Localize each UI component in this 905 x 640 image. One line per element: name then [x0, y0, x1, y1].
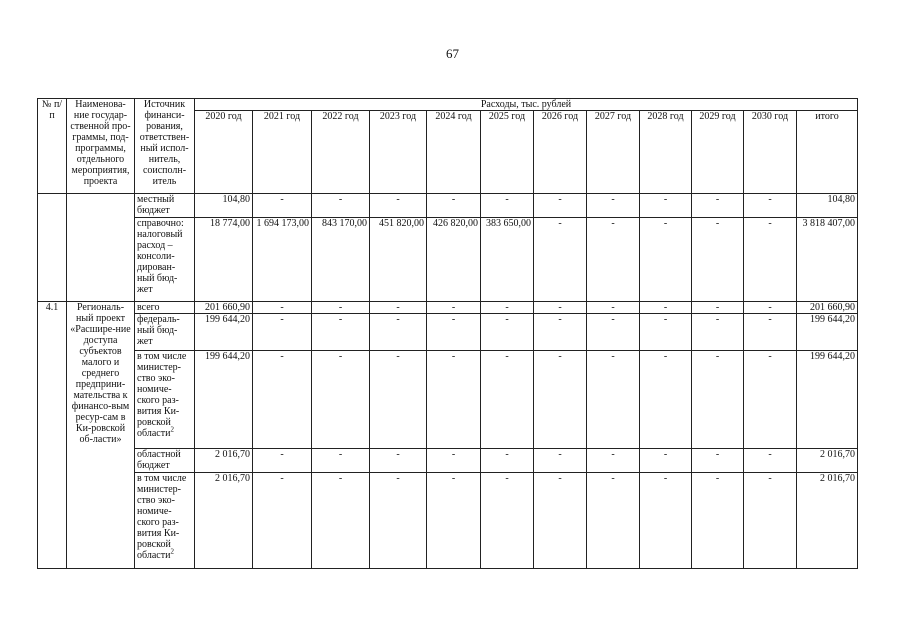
cell-value: - — [640, 449, 692, 473]
cell-value: - — [427, 473, 481, 569]
cell-value: 2 016,70 — [195, 449, 253, 473]
cell-value: - — [534, 194, 587, 218]
cell-value: - — [253, 351, 312, 449]
cell-total: 3 818 407,00 — [797, 218, 858, 302]
cell-value: - — [534, 302, 587, 314]
cell-value: - — [744, 449, 797, 473]
header-name: Наименова-ние государ-ственной про-граммы, под-программы, отдельного мероприятия, проекта — [67, 99, 135, 194]
table-row — [38, 351, 858, 449]
cell-source — [135, 218, 195, 302]
cell-value: - — [587, 473, 640, 569]
cell-value: - — [253, 194, 312, 218]
source-text: местный бюджет — [137, 194, 175, 216]
header-year: 2023 год — [370, 111, 427, 194]
cell-value: - — [744, 218, 797, 302]
table-row — [38, 473, 858, 569]
cell-value: - — [481, 194, 534, 218]
cell-value: - — [744, 314, 797, 351]
cell-value: - — [587, 302, 640, 314]
cell-value: - — [744, 473, 797, 569]
header-year: 2027 год — [587, 111, 640, 194]
cell-value: - — [427, 449, 481, 473]
footnote-marker: 2 — [170, 547, 174, 556]
cell-value: - — [534, 218, 587, 302]
table-row — [38, 218, 858, 302]
cell-value: - — [534, 351, 587, 449]
cell-value: - — [427, 302, 481, 314]
source-text: федераль-ный бюд-жет — [137, 314, 180, 347]
cell-source — [135, 351, 195, 449]
header-num: № п/п — [38, 99, 67, 194]
cell-value: - — [692, 449, 744, 473]
cell-value: - — [692, 194, 744, 218]
cell-source — [135, 473, 195, 569]
cell-value: - — [312, 194, 370, 218]
cell-value: 199 644,20 — [195, 314, 253, 351]
cell-value: - — [534, 449, 587, 473]
cell-value: - — [587, 351, 640, 449]
footnote-marker: 2 — [170, 425, 174, 434]
cell-value: - — [587, 449, 640, 473]
cell-value: - — [312, 302, 370, 314]
cell-value: - — [481, 473, 534, 569]
cell-value: - — [370, 314, 427, 351]
cell-source — [135, 449, 195, 473]
cell-total: 2 016,70 — [797, 473, 858, 569]
source-text: всего — [137, 302, 160, 313]
header-year: 2025 год — [481, 111, 534, 194]
cell-value: - — [312, 314, 370, 351]
cell-source — [135, 302, 195, 314]
cell-value: 426 820,00 — [427, 218, 481, 302]
source-text: в том числе министер-ство эко-номиче-ского раз-вития Ки-ровской области — [137, 473, 187, 561]
header-year: 2028 год — [640, 111, 692, 194]
cell-total: 201 660,90 — [797, 302, 858, 314]
cell-value: 2 016,70 — [195, 473, 253, 569]
cell-value: 383 650,00 — [481, 218, 534, 302]
cell-value: - — [587, 314, 640, 351]
table-row — [38, 194, 858, 218]
cell-value: - — [534, 473, 587, 569]
cell-value: - — [481, 449, 534, 473]
cell-num: 4.1 — [38, 302, 67, 569]
source-text: областной бюджет — [137, 449, 181, 471]
header-expenses: Расходы, тыс. рублей — [195, 99, 858, 111]
cell-value: - — [253, 473, 312, 569]
cell-value: - — [692, 314, 744, 351]
cell-total: 199 644,20 — [797, 351, 858, 449]
cell-value: - — [481, 351, 534, 449]
header-year: 2026 год — [534, 111, 587, 194]
header-year: 2021 год — [253, 111, 312, 194]
cell-value: - — [640, 218, 692, 302]
cell-value: - — [253, 302, 312, 314]
cell-value: - — [427, 194, 481, 218]
cell-num — [38, 194, 67, 302]
cell-value: - — [640, 351, 692, 449]
cell-value: - — [692, 302, 744, 314]
cell-value: - — [312, 473, 370, 569]
cell-value: - — [744, 194, 797, 218]
table-row — [38, 302, 858, 314]
cell-value: - — [640, 314, 692, 351]
cell-value: - — [587, 218, 640, 302]
cell-value: 201 660,90 — [195, 302, 253, 314]
cell-value: - — [370, 194, 427, 218]
page-number: 67 — [446, 46, 459, 61]
header-year: 2022 год — [312, 111, 370, 194]
cell-value: - — [253, 449, 312, 473]
cell-value: - — [312, 449, 370, 473]
table-row — [38, 314, 858, 351]
header-source: Источник финанси-рования, ответствен-ный испол-нитель, соисполн-итель — [135, 99, 195, 194]
cell-source — [135, 314, 195, 351]
header-year: 2024 год — [427, 111, 481, 194]
header-year: 2020 год — [195, 111, 253, 194]
cell-value: - — [481, 314, 534, 351]
cell-value: - — [370, 473, 427, 569]
cell-value: - — [692, 473, 744, 569]
cell-value: 18 774,00 — [195, 218, 253, 302]
cell-source — [135, 194, 195, 218]
cell-value: - — [481, 302, 534, 314]
cell-value: 1 694 173,00 — [253, 218, 312, 302]
cell-value: - — [370, 449, 427, 473]
cell-value: 104,80 — [195, 194, 253, 218]
cell-value: - — [312, 351, 370, 449]
budget-table — [37, 98, 858, 569]
table-row — [38, 449, 858, 473]
cell-value: - — [370, 302, 427, 314]
cell-value: - — [692, 351, 744, 449]
header-year: 2029 год — [692, 111, 744, 194]
cell-value: - — [427, 314, 481, 351]
cell-name — [67, 194, 135, 302]
cell-value: - — [640, 473, 692, 569]
cell-value: - — [370, 351, 427, 449]
source-text: справочно: налоговый расход – консоли-дирован-ный бюд-жет — [137, 218, 184, 295]
source-text: в том числе министер-ство эко-номиче-ского раз-вития Ки-ровской области — [137, 351, 187, 439]
cell-value: - — [253, 314, 312, 351]
cell-value: - — [587, 194, 640, 218]
cell-value: - — [640, 194, 692, 218]
header-year: 2030 год — [744, 111, 797, 194]
cell-value: - — [744, 302, 797, 314]
cell-value: - — [427, 351, 481, 449]
cell-total: 199 644,20 — [797, 314, 858, 351]
cell-value: - — [692, 218, 744, 302]
header-year: итого — [797, 111, 858, 194]
cell-value: - — [534, 314, 587, 351]
cell-value: 451 820,00 — [370, 218, 427, 302]
cell-value: 199 644,20 — [195, 351, 253, 449]
cell-value: - — [744, 351, 797, 449]
cell-project-name: Региональ-ный проект «Расшире-ние доступа субъектов малого и среднего предприни-мательства к финансо-вым ресур-сам в Ки-ровской об-ласти» — [67, 302, 135, 569]
cell-value: - — [640, 302, 692, 314]
cell-value: 843 170,00 — [312, 218, 370, 302]
cell-total: 2 016,70 — [797, 449, 858, 473]
cell-total: 104,80 — [797, 194, 858, 218]
